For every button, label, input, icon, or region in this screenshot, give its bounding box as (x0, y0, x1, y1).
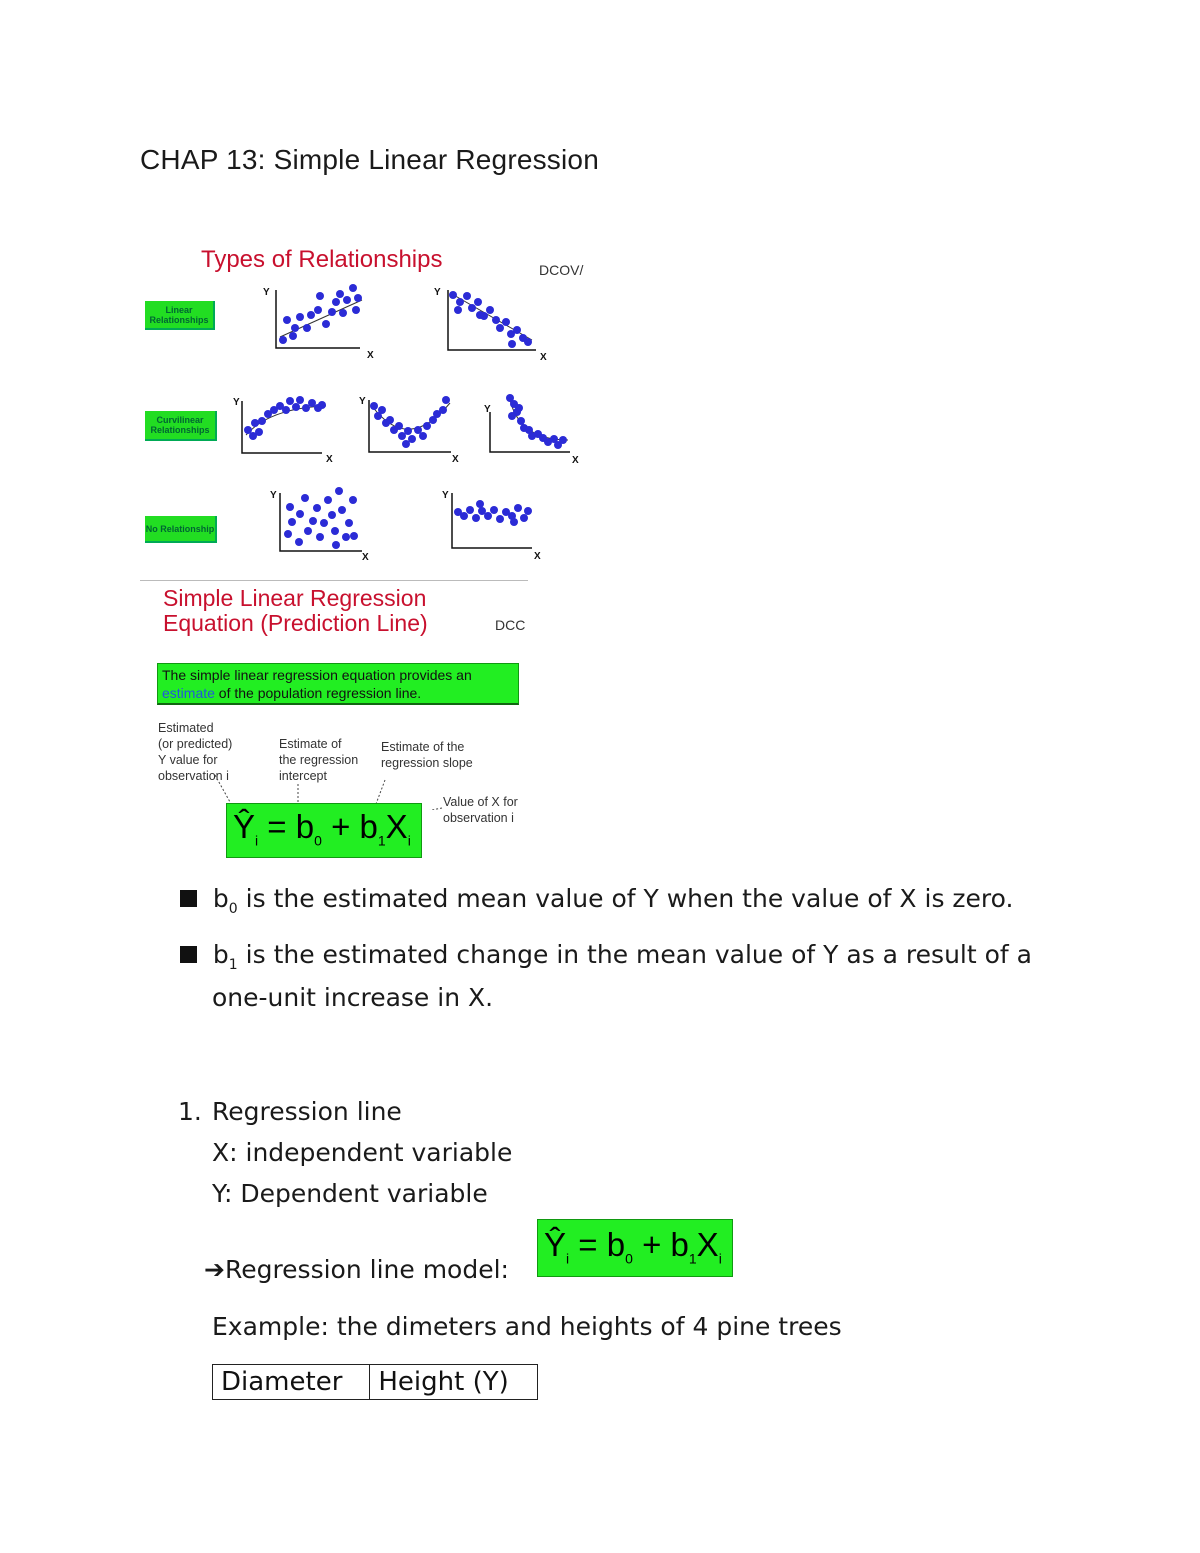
label-curvilinear: Curvilinear Relationships (145, 411, 217, 441)
equation-box (226, 803, 422, 858)
y-definition: Y: Dependent variable (212, 1179, 488, 1208)
regression-equation: $Ŷ_i = b_0 + b_1X_i$ (233, 808, 411, 849)
label-linear: Linear Relationships (145, 301, 215, 330)
arrow-right-icon: ➔ (204, 1255, 225, 1284)
bullet-square-icon (180, 890, 197, 907)
axis-x-label: X (362, 552, 369, 563)
page-title: CHAP 13: Simple Linear Regression (140, 144, 599, 175)
axis-y-label: Y (434, 287, 441, 298)
relationship-scatter-plots (140, 240, 600, 570)
table-header-diameter: Diameter (213, 1365, 370, 1400)
axis-y-label: Y (359, 396, 366, 407)
axis-x-label: X (326, 454, 333, 465)
pine-tree-table (212, 1364, 538, 1400)
axis-x-label: X (367, 350, 374, 361)
slide2-banner: The simple linear regression equation provides an estimate of the population regression line. (157, 663, 519, 705)
model-equation-box (537, 1219, 733, 1277)
axis-x-label: X (452, 454, 459, 465)
axis-y-label: Y (270, 490, 277, 501)
note-x-value: Value of X for observation i (443, 795, 518, 825)
slide2-title-line2: Equation (Prediction Line) (163, 610, 428, 636)
slide1-title: Types of Relationships (201, 246, 443, 273)
axis-x-label: X (534, 551, 541, 562)
section-number: 1. (178, 1097, 202, 1126)
model-line: ➔Regression line model: (204, 1255, 509, 1284)
bullet-b1-continuation: one-unit increase in X. (212, 983, 494, 1012)
note-intercept: Estimate of the regression intercept (279, 737, 359, 783)
slide2-corner-tag: DCC (495, 617, 526, 633)
axis-y-label: Y (442, 490, 449, 501)
slide1-corner-tag: DCOV/ (539, 262, 584, 278)
bullet-square-icon (180, 946, 197, 963)
table-header-height: Height (Y) (370, 1365, 538, 1400)
axis-y-label: Y (233, 397, 240, 408)
note-estimated-y: Estimated (or predicted) Y value for observation i (158, 721, 233, 783)
x-definition: X: independent variable (212, 1138, 513, 1167)
regression-model-equation: $Ŷ_i = b_0 + b_1X_i$ (544, 1226, 722, 1267)
section-heading: Regression line (212, 1097, 402, 1126)
axis-x-label: X (540, 352, 547, 363)
slide-divider (140, 580, 528, 581)
example-text: Example: the dimeters and heights of 4 pine trees (212, 1312, 842, 1341)
slide-types-of-relationships (140, 240, 600, 570)
table-header-row (213, 1365, 538, 1400)
note-slope: Estimate of the regression slope (381, 740, 473, 770)
label-no-relationship: No Relationship (145, 516, 217, 543)
axis-y-label: Y (484, 404, 491, 415)
axis-x-label: X (572, 455, 579, 466)
bullet-b0: $b_0$ is the estimated mean value of Y when the value of X is zero. (180, 884, 1013, 917)
bullet-b1: $b_1$ is the estimated change in the mean value of Y as a result of a (180, 940, 1032, 973)
slide2-title-line1: Simple Linear Regression (163, 585, 427, 611)
axis-y-label: Y (263, 287, 270, 298)
